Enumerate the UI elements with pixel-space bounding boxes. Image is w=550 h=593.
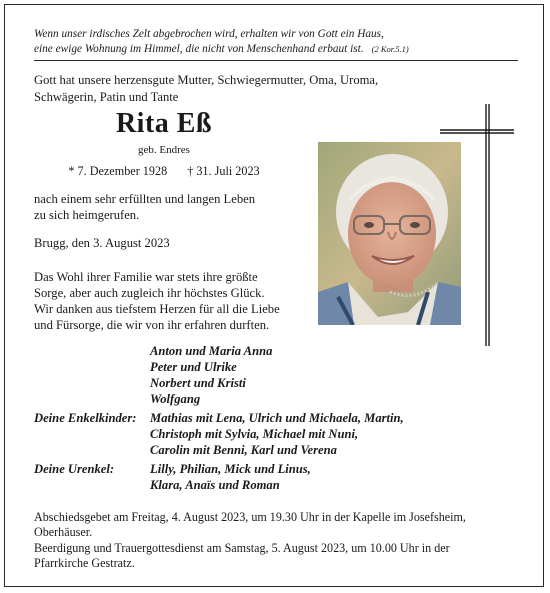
maiden-name: geb. Endres — [138, 144, 190, 156]
family-member: Christoph mit Sylvia, Michael mit Nuni, — [150, 427, 359, 441]
children-list — [150, 343, 272, 407]
quote-line: Wenn unser irdisches Zelt abgebrochen wird, erhalten wir von Gott ein Haus, — [34, 28, 384, 40]
family-member: Mathias mit Lena, Ulrich und Michaela, Martin, — [150, 411, 404, 425]
intro-line: Schwägerin, Patin und Tante — [34, 89, 179, 104]
prayer-service — [34, 510, 524, 540]
intro-line: Gott hat unsere herzensgute Mutter, Schwiegermutter, Oma, Uroma, — [34, 73, 379, 87]
intro-text — [34, 72, 504, 105]
life-dates — [34, 164, 294, 179]
message-line: Sorge, aber auch zugleich ihr höchstes Glück. — [34, 286, 265, 300]
family-member: Carolin mit Benni, Karl und Verena — [150, 443, 337, 457]
service-line: Beerdigung und Trauergottesdienst am Samstag, 5. August 2023, um 10.00 Uhr in der — [34, 541, 450, 555]
message-line: Wir danken aus tiefstem Herzen für all die Liebe — [34, 302, 280, 316]
family-member: Wolfgang — [150, 392, 201, 406]
message-line: Das Wohl ihrer Familie war stets ihre größte — [34, 270, 258, 284]
funeral-service — [34, 541, 524, 571]
quote-line — [34, 42, 484, 57]
death-date: † 31. Juli 2023 — [187, 164, 260, 178]
family-member: Peter und Ulrike — [150, 360, 237, 374]
farewell-text — [34, 191, 304, 223]
family-member: Lilly, Philian, Mick und Linus, — [150, 462, 311, 476]
farewell-line: nach einem sehr erfüllten und langen Leben — [34, 192, 255, 206]
family-member: Norbert und Kristi — [150, 376, 246, 390]
quote-reference: (2 Kor.5.1) — [371, 43, 409, 54]
farewell-line: zu sich heimgerufen. — [34, 208, 140, 222]
family-message — [34, 269, 304, 333]
service-line: Abschiedsgebet am Freitag, 4. August 2023, um 19.30 Uhr in der Kapelle im Josefsheim, — [34, 510, 466, 524]
great-grandchildren-list — [150, 461, 490, 493]
service-line: Pfarrkirche Gestratz. — [34, 556, 135, 570]
place-date: Brugg, den 3. August 2023 — [34, 236, 170, 250]
quote-text: eine ewige Wohnung im Himmel, die nicht von Menschenhand erbaut ist. — [34, 42, 364, 55]
family-member: Klara, Anaïs und Roman — [150, 478, 280, 492]
grandchildren-list — [150, 410, 490, 458]
service-line: Oberhäuser. — [34, 525, 93, 539]
deceased-name: Rita Eß — [115, 108, 213, 139]
birth-date: * 7. Dezember 1928 — [68, 164, 168, 178]
family-member: Anton und Maria Anna — [150, 344, 273, 358]
message-line: und Fürsorge, die wir von ihr erfahren durften. — [34, 318, 270, 332]
cross-icon — [438, 100, 518, 350]
grandchildren-label: Deine Enkelkinder: — [34, 411, 137, 425]
great-grandchildren-label: Deine Urenkel: — [34, 462, 115, 476]
quote-divider — [34, 60, 518, 61]
bible-quote — [34, 27, 484, 56]
